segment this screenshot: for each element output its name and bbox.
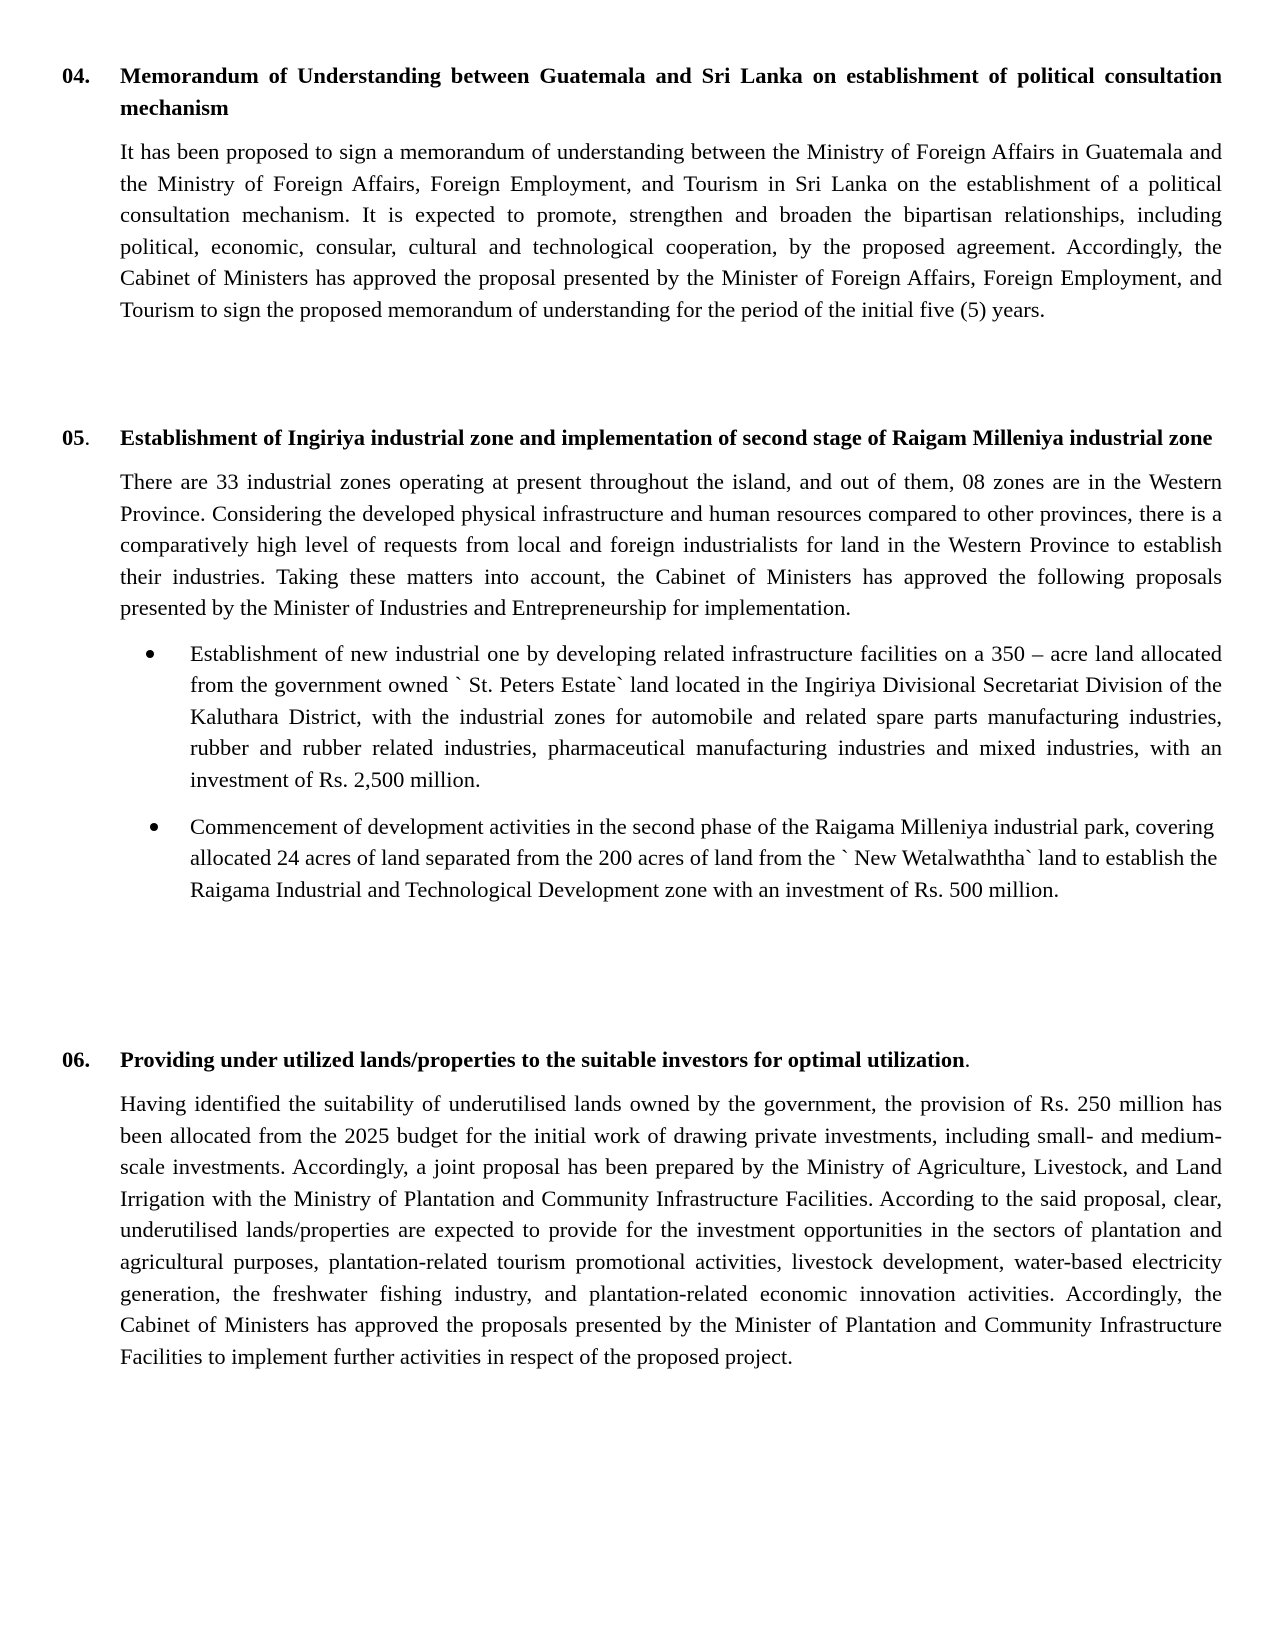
section-06: [62, 1044, 1222, 1372]
section-number: [62, 422, 120, 454]
list-item-text: Commencement of development activities in the second phase of the Raigama Milleniya industrial park, covering allocated 24 acres of land separated from the 200 acres of land from the ` New Wetalwaththa` land to establish the Raigama Industrial and Technological Development zone with an investment of Rs. 500 million.: [190, 814, 1218, 902]
section-title: Memorandum of Understanding between Guatemala and Sri Lanka on establishment of political consultation mechanism: [120, 63, 1222, 120]
list-item-text: Establishment of new industrial one by developing related infrastructure facilities on a 350 – acre land allocated from the government owned ` St. Peters Estate` land located in the Ingiriya Divisional Secretariat Division of the Kaluthara District, with the industrial zones for automobile and related spare parts manufacturing industries, rubber and rubber related industries, pharmaceutical manufacturing industries and mixed industries, with an investment of Rs. 2,500 million.: [190, 640, 1222, 792]
section-body: Having identified the suitability of underutilised lands owned by the government, the provision of Rs. 250 million has been allocated from the 2025 budget for the initial work of drawing private investments, including small- and medium-scale investments. Accordingly, a joint proposal has been prepared by the Ministry of Agriculture, Livestock, and Land Irrigation with the Ministry of Plantation and Community Infrastructure Facilities. According to the said proposal, clear, underutilised lands/properties are expected to provide for the investment opportunities in the sectors of plantation and agricultural purposes, plantation-related tourism promotional activities, livestock development, water-based electricity generation, the freshwater fishing industry, and plantation-related economic innovation activities. Accordingly, the Cabinet of Ministers has approved the proposals presented by the Minister of Plantation and Community Infrastructure Facilities to implement further activities in respect of the proposed project.: [120, 1091, 1222, 1369]
section-heading: [62, 1044, 1222, 1076]
list-item: [120, 811, 1222, 905]
section-number: 04.: [62, 63, 91, 88]
section-number-text: 05: [62, 425, 85, 450]
section-title: [120, 1044, 1222, 1076]
section-number-suffix: .: [84, 425, 91, 450]
section-body: It has been proposed to sign a memorandum of understanding between the Ministry of Foreign Affairs in Guatemala and the Ministry of Foreign Affairs, Foreign Employment, and Tourism in Sri Lanka on the establishment of a political consultation mechanism. It is expected to promote, strengthen and broaden the bipartisan relationships, including political, economic, consular, cultural and technological cooperation, by the proposed agreement. Accordingly, the Cabinet of Ministers has approved the proposal presented by the Minister of Foreign Affairs, Foreign Employment, and Tourism to sign the proposed memorandum of understanding for the period of the initial five (5) years.: [120, 139, 1222, 322]
section-number: 06.: [62, 1047, 91, 1072]
bullet-list: [120, 638, 1222, 905]
section-body: There are 33 industrial zones operating at present throughout the island, and out of them, 08 zones are in the Western Province. Considering the developed physical infrastructure and human resources compared to other provinces, there is a comparatively high level of requests from local and foreign industrialists for land in the Western Province to establish their industries. Taking these matters into account, the Cabinet of Ministers has approved the following proposals presented by the Minister of Industries and Entrepreneurship for implementation.: [120, 469, 1222, 621]
list-item: [120, 638, 1222, 795]
section-title-text: Providing under utilized lands/properties to the suitable investors for optimal utilization: [120, 1047, 965, 1072]
section-title-tail: .: [964, 1047, 971, 1072]
section-heading: [62, 60, 1222, 124]
section-title: Establishment of Ingiriya industrial zone and implementation of second stage of Raigam Milleniya industrial zone: [120, 425, 1213, 450]
section-heading: [62, 422, 1222, 454]
section-05: [62, 422, 1222, 921]
section-04: [62, 60, 1222, 326]
